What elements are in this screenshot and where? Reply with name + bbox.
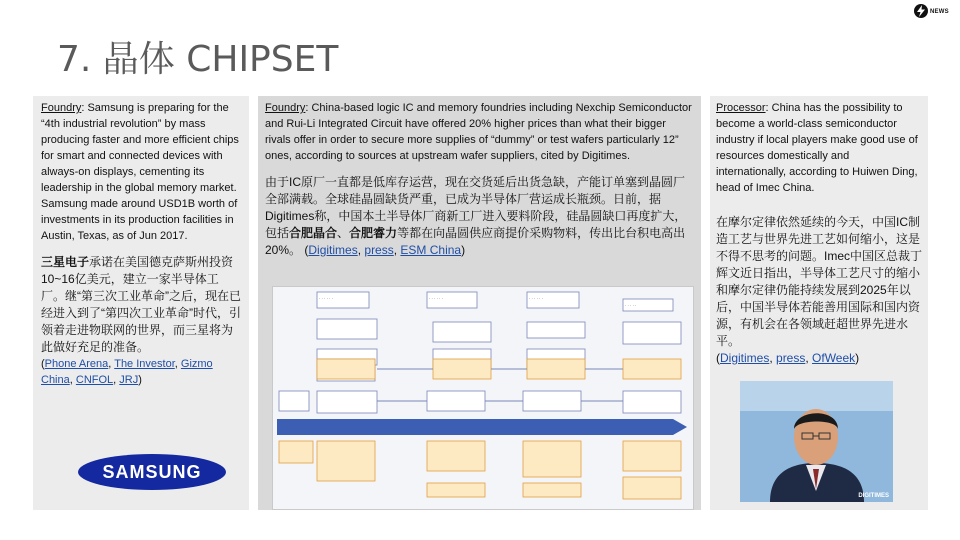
link-press[interactable]: press — [364, 243, 394, 257]
samsung-en-body: : Samsung is preparing for the “4th industrial revolution” by mass producing faster and more efficient chips for smart and connected devices with always-on displays, cementing its leadership in the global memory market. Samsung made around USD1B worth of investments in its production facilities in Austin, Texas, as of Jun 2017. — [41, 102, 239, 242]
link-press-2[interactable]: press — [776, 351, 806, 365]
china-zh-bold-2: 合肥睿力 — [349, 226, 398, 240]
china-en-body: : China-based logic IC and memory foundries including Nexchip Semiconductor and Rui-Li Integrated Circuit have offered 20% higher prices than what their bigger rivals offer in order to secure more supplies of “dummy” or test wafers particularly 12” ones, according to sources at upstream wafer suppliers, cited by Digitimes. — [265, 102, 692, 162]
processor-en-body: : China has the possibility to become a world-class semiconductor industry if local players make good use of resources domestically and internationally, according to Huiwen Ding, head of Imec China. — [716, 102, 918, 194]
samsung-heading: Foundry — [41, 102, 82, 114]
china-zh-part-c: 等都在向晶圆供应商提价采购物料，传出比台积电高出20%。 — [265, 226, 686, 257]
photo-caption: DIGITIMES — [858, 493, 889, 499]
svg-text:· · · · ·: · · · · · — [625, 303, 637, 308]
china-zh-sep: 、 — [337, 226, 350, 240]
china-zh-text: 由于IC原厂一直都是低库存运营，现在交货延后出货急缺，产能订单塞到晶圆厂全部满载。全球硅晶圆缺货严重，已成为半导体厂营运成长瓶颈。日前，据Digitimes称，中国本土半导体厂商新工厂进入要料阶段，硅晶圆缺口再度扩大，包括合肥晶合、合肥睿力等都在向晶圆供应商提价采购物料，传出比台积电高出20%。 (Digitimes, press, ESM China) — [265, 175, 687, 257]
link-digitimes[interactable]: Digitimes — [308, 243, 358, 257]
svg-text:· · · · · ·: · · · · · · — [429, 296, 443, 301]
china-zh-bold-1: 合肥晶合 — [289, 226, 338, 240]
china-heading: Foundry — [265, 102, 306, 114]
china-zh-part-a: 由于IC原厂一直都是低库存运营，现在交货延后出货急缺，产能订单塞到晶圆厂全部满载。全球硅晶圆缺货严重，已成为半导体厂营运成长瓶颈。日前，据Digitimes称，中国本土半导体厂商新工厂进入要料阶段，硅晶圆缺口再度扩大，包括 — [265, 175, 687, 240]
brand-logo — [914, 4, 948, 20]
svg-text:· · · · · ·: · · · · · · — [529, 296, 543, 301]
svg-text:· · · · · ·: · · · · · · — [319, 296, 333, 301]
brand-name: NEWS — [930, 9, 949, 15]
link-phone-arena[interactable]: Phone Arena — [44, 358, 109, 370]
samsung-logo-text: SAMSUNG — [102, 462, 202, 482]
samsung-zh-body: 承诺在美国德克萨斯州投资10~16亿美元，建立一家半导体工厂。继“第三次工业革命”之后，现在已经进入到了“第四次工业革命”时代，引领着走进物联网的世界，而三星将为此做好充足的准备。 — [41, 255, 241, 354]
link-jrj[interactable]: JRJ — [119, 374, 139, 386]
link-gizmo-china[interactable]: Gizmo China — [41, 358, 213, 386]
link-digitimes-2[interactable]: Digitimes — [720, 351, 770, 365]
china-en-text — [265, 100, 694, 164]
samsung-zh-bold: 三星电子 — [41, 255, 90, 269]
speaker-photo — [740, 381, 893, 502]
samsung-panel — [33, 96, 249, 510]
lightning-icon — [914, 4, 928, 18]
link-cnfol[interactable]: CNFOL — [75, 374, 114, 386]
processor-heading: Processor — [716, 102, 766, 114]
samsung-zh-text — [41, 254, 241, 356]
link-esm-china[interactable]: ESM China — [400, 243, 462, 257]
samsung-en-text — [41, 100, 241, 244]
processor-en-text — [716, 100, 922, 196]
processor-zh-text: 在摩尔定律依然延续的今天，中国IC制造工艺与世界先进工艺如何缩小，这是不得不思考的问题。Imec中国区总裁丁辉文近日指出，半导体工艺尺寸的缩小和摩尔定律仍能持续发展到2025年以后，中国半导体若能善用国际和国内资源，有机会在各领域赶超世界先进水平。 (Digitimes, press, OfWeek) — [716, 215, 923, 365]
link-the-investor[interactable]: The Investor — [114, 358, 175, 370]
supply-chain-diagram — [272, 286, 694, 510]
samsung-logo — [76, 452, 228, 492]
samsung-sources: (Phone Arena, The Investor, Gizmo China, CNFOL, JRJ) — [41, 358, 213, 386]
processor-zh-body: 在摩尔定律依然延续的今天，中国IC制造工艺与世界先进工艺如何缩小，这是不得不思考的问题。Imec中国区总裁丁辉文近日指出，半导体工艺尺寸的缩小和摩尔定律仍能持续发展到2025年以后，中国半导体若能善用国际和国内资源，有机会在各领域赶超世界先进水平。 — [716, 215, 923, 348]
page-title: 7. 晶体 CHIPSET — [57, 39, 339, 80]
link-ofweek[interactable]: OfWeek — [812, 351, 856, 365]
